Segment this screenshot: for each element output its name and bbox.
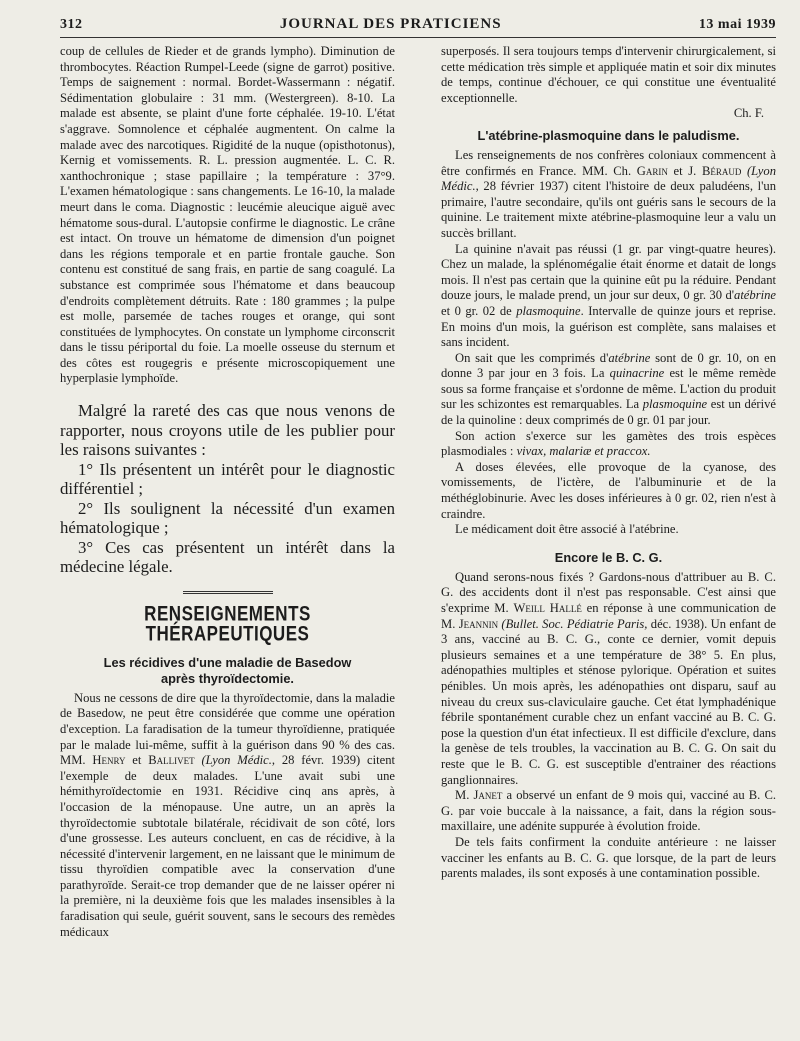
left-column <box>60 44 395 940</box>
text-run: est un dérivé de la quinoline : deux comprimés de 0 gr. 01 par jour. <box>441 397 776 428</box>
text-run: Nous ne cessons de dire que la thyroïdectomie, dans la maladie de Basedow, ne peut être considérée que comme une opération d'exception. La faradisation de la tumeur thyroïdienne, pratiquée par le malade lui-même, suffit à la guérison dans 90 % des cas. MM. <box>60 690 395 768</box>
author-name: Béraud <box>701 163 742 178</box>
article-paragraph: De tels faits confirment la conduite antérieure : ne laisser vacciner les enfants au B. C. G. que lorsque, de la part de leurs parents malades, ils sont exposés à une contamination possible. <box>441 834 776 881</box>
author-name: Henry <box>92 753 126 768</box>
drug-name: quinacrine <box>609 366 665 381</box>
journal-reference: (Lyon Médic. <box>441 163 776 194</box>
text-run: sont de 0 gr. 10, on en donne 3 par jour en 3 fois. La <box>441 350 776 381</box>
article-paragraph: superposés. Il sera toujours temps d'intervenir chirurgicalement, si cette médication très simple et appliquée matin et soir dix minutes de temps, continue d'échouer, ce qui constitue une éventualité exceptionnelle. <box>441 44 776 105</box>
author-name: Garin <box>636 163 668 178</box>
article-paragraph <box>60 691 395 941</box>
text-run: , 28 février 1937) citent l'histoire de deux paludéens, l'un primaire, l'autre secondaire, qu'ils ont guéris sans le secours de la quinine. Le traitement mixte atébrine-plasmoquine leur a valu un succès brillant. <box>441 179 776 240</box>
journal-reference: (Lyon Médic. <box>201 753 272 768</box>
right-column <box>441 44 776 940</box>
text-run: Son action s'exerce sur les gamètes des trois espèces plasmodiales : <box>441 428 776 459</box>
text-run: et <box>125 753 149 768</box>
section-title: RENSEIGNEMENTS THÉRAPEUTIQUES <box>144 601 311 645</box>
drug-name: atébrine <box>734 288 776 303</box>
text-run: et 0 gr. 02 de <box>441 303 517 318</box>
article-paragraph <box>441 242 776 351</box>
drug-name: plasmoquine <box>642 397 708 412</box>
article-title-line: Les récidives d'une maladie de Basedow <box>103 654 352 670</box>
conclusion-intro: Malgré la rareté des cas que nous venons de rapporter, nous croyons utile de les publier pour les raisons suivantes : <box>60 401 395 460</box>
author-name: Weill Hallé <box>513 601 582 615</box>
section-divider <box>183 591 273 592</box>
species-names: vivax, malariæ et praccox. <box>516 444 651 459</box>
drug-name: plasmoquine <box>516 303 581 318</box>
author-name: Jeannin <box>458 616 499 631</box>
conclusion-point-2: 2° Ils soulignent la nécessité d'un examen hématologique ; <box>60 498 395 538</box>
drug-name: atébrine <box>608 350 651 365</box>
journal-title: JOURNAL DES PRATICIENS <box>279 16 502 32</box>
text-run: On sait que les comprimés d' <box>455 350 609 365</box>
page-header <box>60 16 776 38</box>
page-number: 312 <box>60 17 83 32</box>
article-title-bcg: Encore le B. C. G. <box>554 549 663 565</box>
text-run: est le même remède sous sa forme française et s'ordonne de même. L'action du produit sur les schizontes est remarquables. La <box>441 366 776 412</box>
author-name: Ballivet <box>148 753 195 768</box>
case-report-paragraph: coup de cellules de Rieder et de grands lympho). Diminution de thrombocytes. Réaction Rumpel-Leede (signe de garrot) positive. Temps de saignement : normal. Bordet-Wassermann : négatif. Sédimentation globulaire : 31 mm. (Westergreen). 8-10. La malade est absente, se plaint d'une forte céphalée. 19-10. L'état s'aggrave. Somnolence et céphalée augmentent. On calme la malade avec des narcotiques. Rigidité de la nuque (opisthotonus), Kernig et vomissements. R. L. pression augmentée. L. C. R. xanthochronique ; stase papillaire ; la température : 37°9. L'examen hématologique : sans changements. Le 16-10, la malade meurt dans le coma. Diagnostic : leucémie aleucique aiguë avec hématome sous-dural. L'autopsie confirme le diagnostic. Le crâne est intact. On trouve un hématome de dimension d'un poignet dans les régions temporale et en partie frontale gauche. Son contenu est constitué de sang frais, en partie de sang coagulé. La substance est comprimée sous l'hématome et dans beaucoup d'endroits complètement détruits. Rate : 180 grammes ; la pulpe est molle, parsemée de taches rouges et orange, qui sont constituées de lymphocytes. On constate un lymphome circonscrit dans le tissu périportal du foie. La moelle osseuse du sternum et des côtes est rougegris e présente microscopiquement une hyperplasie lymphoïde. <box>60 44 395 386</box>
article-paragraph <box>441 351 776 429</box>
text-run: , 28 févr. 1939) citent l'exemple de deux malades. L'une avait subi une hémithyroïdectomie en 1931. Récidive cinq ans après, à l'occasion de la ménopause. Une autre, un an après la thyroïdectomie subtotale bilatérale, récidivait de son côté, lors d'une grossesse. Les auteurs concluent, en cas de récidive, à la nécessité d'intervenir largement, en ne laissant que le minimum de tissu thyroïdien compatible avec la conservation d'une parathyroïde. Serait-ce trop demander que de ne laisser opérer ni la première, ni la deuxième fois que les malades insensibles à la faradisation qui seule, guérit souvent, sans le secours des remèdes médicaux <box>60 753 395 939</box>
text-run: Les renseignements de nos confrères coloniaux commencent à être confirmés en France. MM. Ch. <box>441 147 776 178</box>
article-paragraph <box>441 788 776 835</box>
text-run: a observé un enfant de 9 mois qui, vacciné au B. C. G. par voie buccale à la naissance, a fait, dans la région sous-maxillaire, une adénite suppurée à évolution froide. <box>441 788 776 834</box>
journal-reference: (Bullet. Soc. Pédiatrie Paris, <box>501 616 648 631</box>
article-title-atebrine: L'atébrine-plasmoquine dans le paludisme. <box>477 127 740 143</box>
article-paragraph <box>441 570 776 788</box>
conclusion-block <box>60 401 395 577</box>
text-run: en réponse à une communication de M. <box>441 601 777 631</box>
text-run: M. <box>455 788 474 803</box>
author-name: Janet <box>473 788 503 803</box>
article-paragraph: Le médicament doit être associé à l'atébrine. <box>455 522 679 537</box>
conclusion-point-1: 1° Ils présentent un intérêt pour le diagnostic différentiel ; <box>60 459 395 499</box>
article-title-basedow <box>60 655 395 687</box>
text-run: déc. 1938). Un enfant de 3 ans, vacciné au B. C. G., conte ce dernier, vomit depuis plusieurs semaines et a une température de 38° 5. En plus, adénopathies multiples et sténose pylorique. Opération et suites pénibles. Un mois après, les adénopathies ont disparu, sauf au niveau du creux sus-claviculaire gauche. Cet état lymphadénique fébrile spontanément curable chez un enfant vacciné au B. C. G. pose la question d'un état infectieux. Il est difficile d'exclure, dans la genèse de tels troubles, la vaccination au B. C. G. On sait du reste que le B. C. G. est susceptible d'entrainer des réactions ganglionnaires. <box>441 616 777 787</box>
author-signature: Ch. F. <box>733 106 764 121</box>
text-run: Quand serons-nous fixés ? Gardons-nous d'attribuer au B. C. G. des accidents dont il n'est pas responsable. C'est ainsi que s'exprime M. <box>441 569 776 615</box>
text-run: et J. <box>667 163 702 178</box>
issue-date: 13 mai 1939 <box>698 17 776 32</box>
article-paragraph: A doses élevées, elle provoque de la cyanose, des vomissements, de l'ictère, de l'albuminurie et de la méthéglobinurie. Avec les doses inférieures à 0 gr. 02, rien n'est à craindre. <box>441 459 776 521</box>
section-divider <box>183 593 273 594</box>
conclusion-point-3: 3° Ces cas présentent un intérêt dans la médecine légale. <box>60 537 395 577</box>
article-paragraph <box>441 148 776 242</box>
text-run: . Intervalle de quinze jours et reprise. En moins d'un mois, la guérison est complète, sans malaises et sans incident. <box>441 303 776 350</box>
article-title-line: après thyroïdectomie. <box>161 670 294 686</box>
article-paragraph <box>441 429 776 460</box>
columns <box>60 44 776 940</box>
text-run: La quinine n'avait pas réussi (1 gr. par vingt-quatre heures). Chez un malade, la splénomégalie était énorme et datait de longs mois. Il n'est pas certain que la quinine eût pu la réduire. Pendant douze jours, le malade prend, un jour sur deux, 0 gr. 30 d' <box>441 241 776 303</box>
